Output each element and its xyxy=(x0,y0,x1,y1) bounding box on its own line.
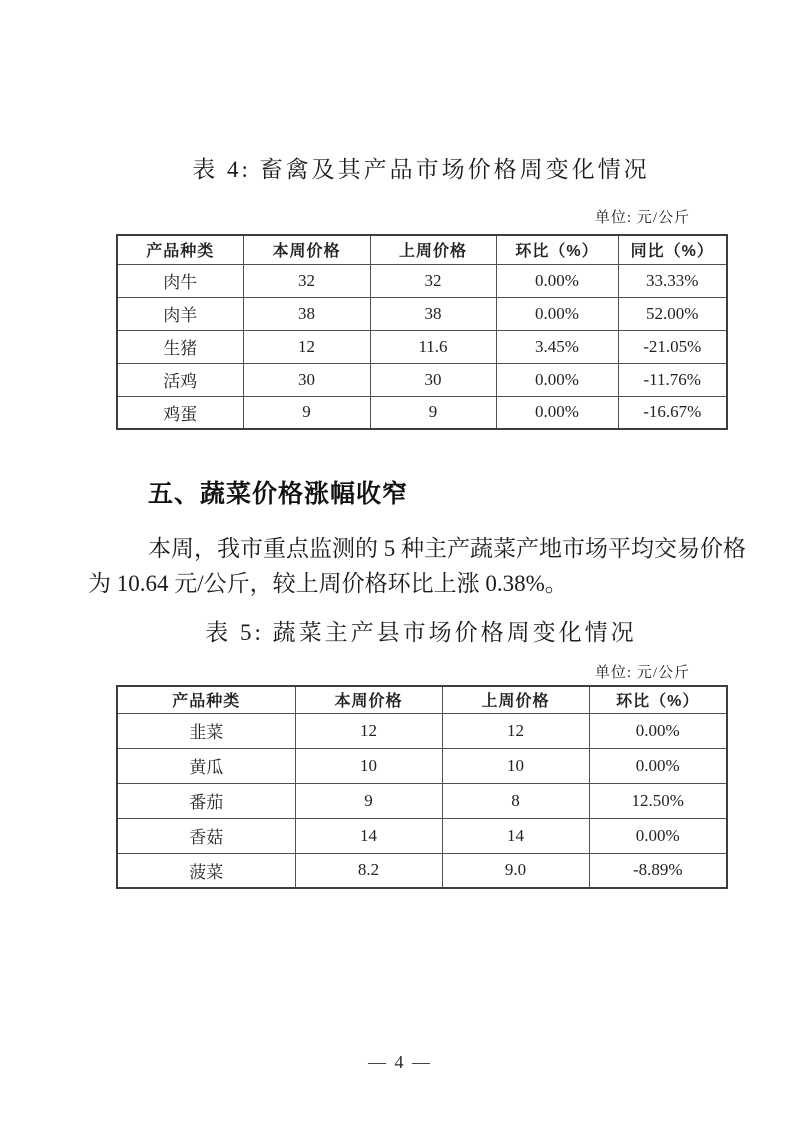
table-cell: 鸡蛋 xyxy=(117,396,243,429)
table-cell: 14 xyxy=(295,818,442,853)
table-cell: 0.00% xyxy=(496,297,618,330)
table-cell: 14 xyxy=(442,818,589,853)
body-paragraph xyxy=(88,531,746,601)
table-cell: 0.00% xyxy=(589,818,727,853)
table-cell: 肉羊 xyxy=(117,297,243,330)
table-row xyxy=(117,264,727,297)
column-header: 同比（%） xyxy=(618,235,727,264)
table-cell: 番茄 xyxy=(117,783,295,818)
table-cell: 肉牛 xyxy=(117,264,243,297)
table-row xyxy=(117,783,727,818)
table-cell: -8.89% xyxy=(589,853,727,888)
table-cell: 38 xyxy=(243,297,370,330)
table-cell: 12 xyxy=(442,713,589,748)
page-number: — 4 — xyxy=(368,1052,432,1072)
column-header: 环比（%） xyxy=(496,235,618,264)
table4-title: 表 4: 畜禽及其产品市场价格周变化情况 xyxy=(192,157,650,182)
table-cell: 9 xyxy=(295,783,442,818)
table-cell: 黄瓜 xyxy=(117,748,295,783)
table-cell: 32 xyxy=(370,264,496,297)
column-header: 产品种类 xyxy=(117,686,295,713)
table-row xyxy=(117,396,727,429)
column-header: 上周价格 xyxy=(442,686,589,713)
table-cell: 香菇 xyxy=(117,818,295,853)
table-row xyxy=(117,818,727,853)
table-cell: 8 xyxy=(442,783,589,818)
table-cell: 12 xyxy=(295,713,442,748)
table-cell: 0.00% xyxy=(496,363,618,396)
vegetable-price-table xyxy=(116,685,728,889)
paragraph-line: 为 10.64 元/公斤，较上周价格环比上涨 0.38%。 xyxy=(88,571,568,596)
table-header-row xyxy=(117,686,727,713)
table-row xyxy=(117,363,727,396)
table5-unit-label: 单位: 元/公斤 xyxy=(594,665,690,681)
table-cell: -21.05% xyxy=(618,330,727,363)
table-cell: 活鸡 xyxy=(117,363,243,396)
table-cell: 52.00% xyxy=(618,297,727,330)
table-cell: 32 xyxy=(243,264,370,297)
table-cell: 30 xyxy=(243,363,370,396)
column-header: 上周价格 xyxy=(370,235,496,264)
table5-title: 表 5: 蔬菜主产县市场价格周变化情况 xyxy=(205,620,637,645)
table-cell: 0.00% xyxy=(496,264,618,297)
table-cell: 0.00% xyxy=(589,748,727,783)
table-cell: 生猪 xyxy=(117,330,243,363)
table-cell: 10 xyxy=(295,748,442,783)
paragraph-line: 本周，我市重点监测的 5 种主产蔬菜产地市场平均交易价格 xyxy=(148,536,746,561)
table-cell: 9 xyxy=(243,396,370,429)
table-cell: 9.0 xyxy=(442,853,589,888)
table-row xyxy=(117,713,727,748)
livestock-price-table xyxy=(116,234,728,430)
table-cell: -16.67% xyxy=(618,396,727,429)
table-row xyxy=(117,748,727,783)
table-cell: 30 xyxy=(370,363,496,396)
table-cell: 9 xyxy=(370,396,496,429)
table-row xyxy=(117,297,727,330)
table-cell: 12 xyxy=(243,330,370,363)
section-heading: 五、蔬菜价格涨幅收窄 xyxy=(148,480,409,508)
table-cell: 10 xyxy=(442,748,589,783)
table-cell: 11.6 xyxy=(370,330,496,363)
table-cell: 0.00% xyxy=(496,396,618,429)
table-cell: 菠菜 xyxy=(117,853,295,888)
table-row xyxy=(117,330,727,363)
table-cell: 0.00% xyxy=(589,713,727,748)
table-cell: 3.45% xyxy=(496,330,618,363)
table-cell: 33.33% xyxy=(618,264,727,297)
table-cell: -11.76% xyxy=(618,363,727,396)
table-cell: 38 xyxy=(370,297,496,330)
table-cell: 8.2 xyxy=(295,853,442,888)
column-header: 环比（%） xyxy=(589,686,727,713)
column-header: 本周价格 xyxy=(295,686,442,713)
table-row xyxy=(117,853,727,888)
column-header: 本周价格 xyxy=(243,235,370,264)
table-cell: 12.50% xyxy=(589,783,727,818)
table-header-row xyxy=(117,235,727,264)
column-header: 产品种类 xyxy=(117,235,243,264)
table-cell: 韭菜 xyxy=(117,713,295,748)
table4-unit-label: 单位: 元/公斤 xyxy=(594,210,690,226)
